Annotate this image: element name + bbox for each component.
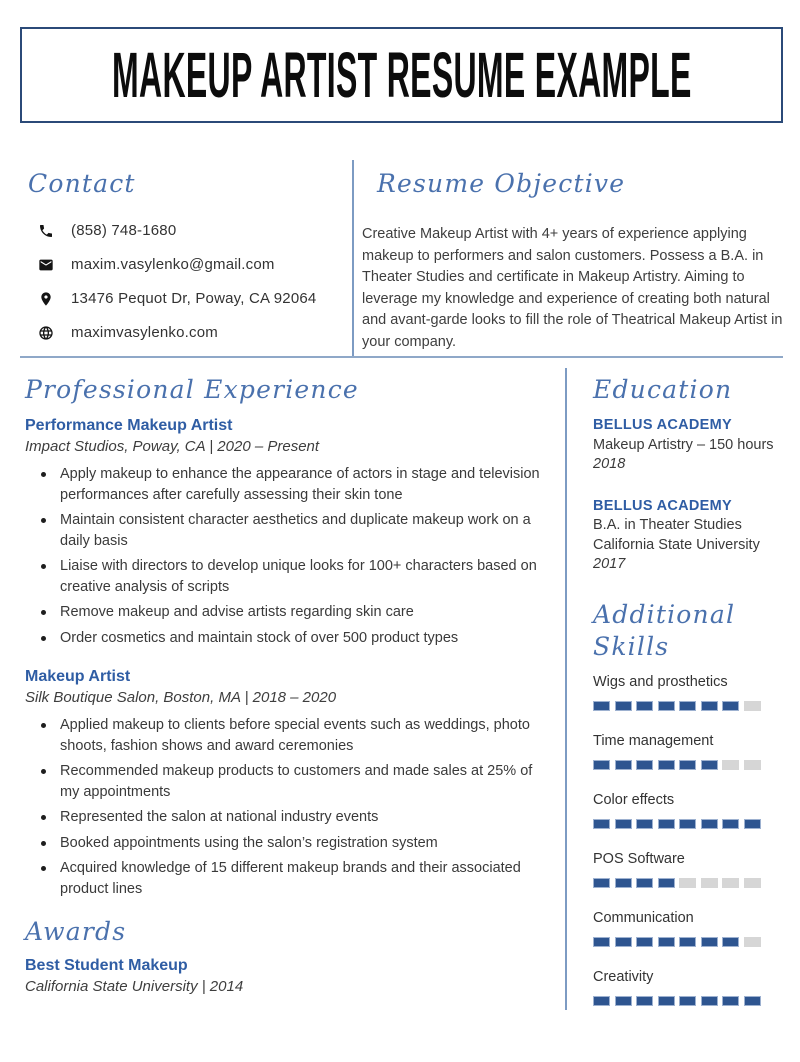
- skill-bar-segment: [722, 878, 739, 888]
- skill-bar-segment: [593, 760, 610, 770]
- skill-bar-segment: [593, 878, 610, 888]
- contact-text: maximvasylenko.com: [71, 324, 218, 341]
- skill-bar-segment: [744, 878, 761, 888]
- award-title: Best Student Makeup: [25, 957, 188, 974]
- skill-bar: [593, 701, 783, 711]
- left-column: [20, 368, 565, 1010]
- skill-bar-segment: [722, 760, 739, 770]
- bullet-text: Liaise with directors to develop unique looks for 100+ characters based on creative analysis of scripts: [60, 558, 537, 595]
- bullet-text: Represented the salon at national industry events: [60, 809, 379, 825]
- skill-bar-segment: [701, 996, 718, 1006]
- program-line: California State University: [593, 536, 760, 553]
- school-name: BELLUS ACADEMY: [593, 497, 732, 514]
- contact-text: 13476 Pequot Dr, Poway, CA 92064: [71, 290, 317, 307]
- education-entry: [593, 416, 783, 475]
- education-year: 2018: [593, 456, 626, 472]
- skills-list: [593, 673, 783, 1006]
- top-section: [20, 160, 783, 356]
- skill-bar-segment: [615, 996, 632, 1006]
- bullet-item: [25, 761, 565, 802]
- bullet-text: Applied makeup to clients before special events such as weddings, photo shoots, fashion shows and award ceremonies: [60, 717, 530, 754]
- bullet-item: [25, 715, 565, 756]
- contact-list: [38, 220, 352, 343]
- bullet-text: Acquired knowledge of 15 different makeup brands and their associated product lines: [60, 860, 521, 897]
- bullet-text: Order cosmetics and maintain stock of over 500 product types: [60, 629, 459, 646]
- education-entry: [593, 497, 783, 575]
- skill-bar-segment: [636, 996, 653, 1006]
- contact-item: [38, 322, 352, 343]
- school-name: BELLUS ACADEMY: [593, 417, 732, 433]
- skill-bar: [593, 996, 783, 1006]
- skill-item: [593, 968, 783, 1006]
- bullet-text: Apply makeup to enhance the appearance of actors in stage and television performances after carefully assessing their skin tone: [60, 466, 540, 503]
- bullet-item: [25, 464, 565, 505]
- skill-label: Communication: [593, 909, 694, 926]
- program-lines: [593, 516, 783, 555]
- education-section: [593, 374, 783, 575]
- skill-label: Time management: [593, 732, 714, 749]
- skill-bar-segment: [615, 760, 632, 770]
- skill-bar-segment: [679, 937, 696, 947]
- contact-item: [38, 288, 352, 309]
- skill-bar-segment: [701, 701, 718, 711]
- skill-bar-segment: [744, 701, 761, 711]
- skill-item: [593, 791, 783, 829]
- email-icon: [38, 257, 54, 273]
- job-title: Performance Makeup Artist: [25, 417, 233, 434]
- skill-item: [593, 673, 783, 711]
- skill-bar-segment: [658, 937, 675, 947]
- skill-bar-segment: [593, 996, 610, 1006]
- education-list: [593, 416, 783, 575]
- objective-text: Creative Makeup Artist with 4+ years of experience applying makeup to performers and salon customers. Possess a B.A. in Theater Studies and certificate in Makeup Artistry. Aiming to leverage my knowledge and experience of creating both natural and avant-garde looks to fill the role of Theatrical Makeup Artist in your company.: [362, 226, 783, 350]
- bottom-section: [20, 368, 783, 1010]
- skill-bar-segment: [636, 819, 653, 829]
- awards-section: [25, 916, 565, 998]
- bullet-text: Maintain consistent character aesthetics and duplicate makeup work on a daily basis: [60, 512, 531, 549]
- program-line: B.A. in Theater Studies: [593, 517, 742, 533]
- job-title: Makeup Artist: [25, 668, 131, 685]
- skill-bar-segment: [615, 701, 632, 711]
- skill-bar-segment: [636, 701, 653, 711]
- skill-bar-segment: [701, 878, 718, 888]
- contact-item: [38, 254, 352, 275]
- skill-bar-segment: [722, 996, 739, 1006]
- job-entry: [25, 415, 565, 648]
- skill-bar-segment: [615, 937, 632, 947]
- globe-icon: [38, 325, 54, 341]
- bullet-list: [25, 464, 565, 648]
- skill-bar-segment: [593, 701, 610, 711]
- skill-bar-segment: [636, 760, 653, 770]
- skill-item: [593, 909, 783, 947]
- bullet-item: [25, 807, 565, 828]
- skill-bar-segment: [679, 819, 696, 829]
- skill-bar-segment: [593, 819, 610, 829]
- skill-item: [593, 850, 783, 888]
- page-title: MAKEUP ARTIST RESUME EXAMPLE: [111, 39, 692, 111]
- skill-item: [593, 732, 783, 770]
- skill-bar: [593, 937, 783, 947]
- bullet-text: Recommended makeup products to customers and made sales at 25% of my appointments: [60, 763, 533, 800]
- education-heading: Education: [593, 375, 733, 404]
- skill-bar-segment: [701, 937, 718, 947]
- skill-bar-segment: [593, 937, 610, 947]
- location-icon: [38, 291, 54, 307]
- right-column: [565, 368, 783, 1010]
- skill-bar-segment: [658, 878, 675, 888]
- bullet-item: [25, 833, 565, 854]
- skill-label: Wigs and prosthetics: [593, 673, 728, 690]
- experience-heading: Professional Experience: [25, 375, 359, 404]
- bullet-list: [25, 715, 565, 899]
- skill-bar: [593, 819, 783, 829]
- skill-bar-segment: [679, 878, 696, 888]
- job-meta: Silk Boutique Salon, Boston, MA | 2018 – 2020: [25, 689, 337, 706]
- program-lines: [593, 436, 783, 456]
- skill-label: POS Software: [593, 850, 685, 867]
- skill-bar-segment: [722, 937, 739, 947]
- skill-bar: [593, 878, 783, 888]
- section-divider: [20, 356, 783, 358]
- bullet-item: [25, 510, 565, 551]
- jobs-list: [25, 415, 565, 899]
- skill-label: Creativity: [593, 968, 654, 985]
- skills-heading: Additional Skills: [593, 599, 736, 661]
- skill-bar-segment: [679, 760, 696, 770]
- job-entry: [25, 666, 565, 899]
- contact-heading: Contact: [28, 169, 136, 198]
- skill-bar-segment: [636, 937, 653, 947]
- bullet-text: Remove makeup and advise artists regarding skin care: [60, 604, 414, 620]
- skill-bar-segment: [701, 819, 718, 829]
- skill-bar-segment: [679, 996, 696, 1006]
- objective-heading: Resume Objective: [377, 169, 626, 198]
- education-year: 2017: [593, 556, 626, 572]
- bullet-item: [25, 858, 565, 899]
- skill-bar-segment: [701, 760, 718, 770]
- bullet-item: [25, 602, 565, 623]
- skill-bar-segment: [636, 878, 653, 888]
- contact-section: [20, 160, 352, 356]
- skill-bar-segment: [658, 701, 675, 711]
- skill-bar-segment: [744, 760, 761, 770]
- objective-section: [352, 160, 783, 356]
- award-meta: California State University | 2014: [25, 978, 244, 995]
- bullet-text: Booked appointments using the salon’s registration system: [60, 834, 438, 851]
- skill-bar-segment: [658, 760, 675, 770]
- skill-bar-segment: [722, 819, 739, 829]
- experience-section: [25, 374, 565, 899]
- awards-heading: Awards: [25, 917, 127, 946]
- phone-icon: [38, 223, 54, 239]
- skill-bar-segment: [658, 819, 675, 829]
- skill-bar-segment: [722, 701, 739, 711]
- skill-label: Color effects: [593, 791, 675, 808]
- skill-bar-segment: [744, 819, 761, 829]
- contact-text: (858) 748-1680: [71, 222, 177, 239]
- job-meta: Impact Studios, Poway, CA | 2020 – Present: [25, 438, 320, 455]
- program-line: Makeup Artistry – 150 hours: [593, 436, 774, 453]
- skill-bar: [593, 760, 783, 770]
- contact-text: maxim.vasylenko@gmail.com: [71, 256, 275, 273]
- resume-title-banner: [20, 27, 783, 123]
- skill-bar-segment: [679, 701, 696, 711]
- skill-bar-segment: [744, 937, 761, 947]
- skill-bar-segment: [658, 996, 675, 1006]
- skill-bar-segment: [744, 996, 761, 1006]
- contact-item: [38, 220, 352, 241]
- bullet-item: [25, 556, 565, 597]
- bullet-item: [25, 628, 565, 649]
- skills-section: [593, 599, 783, 1006]
- skill-bar-segment: [615, 878, 632, 888]
- skill-bar-segment: [615, 819, 632, 829]
